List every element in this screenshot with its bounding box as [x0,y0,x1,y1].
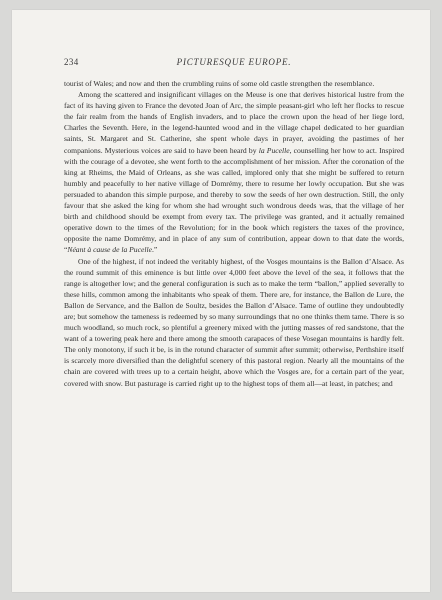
paragraph [64,78,404,89]
italic-text: la Pucelle [258,145,290,155]
text-run: One of the highest, if not indeed the veritably highest, of the Vosges mountains is the Ballon d’Alsace. As the round summit of this eminence is but little over 4,000 feet above the level of the sea, it follows that the range is altogether low; and the general configuration is such as to make the term “ballon,” applied severally to these hills, common among the inhabitants who speak of them. There are, for instance, the Ballon de Lure, the Ballon de Servance, and the Ballon de Soultz, besides the Ballon d’Alsace. Tame of outline they undoubtedly are; but somehow the tameness is redeemed by so many surroundings that no one thinks them tame. There is so much woodland, so much rock, so plentiful a greenery mixed with the jutting masses of red sandstone, that the want of a towering peak here and there among the smooth carapaces of these Vosegan mountains is hardly felt. The only monotony, if such it be, is in the rotund character of summit after summit; otherwise, Perthshire itself is scarcely more diversified than the delightful scenery of this pastoral region. Nearly all the mountains of the chain are covered with trees up to a certain height, above which the Vosges are, for a certain part of the year, covered with snow. But pasturage is carried right up to the highest tops of them all—at least, in patches; and [64,256,404,388]
text-run: tourist of Wales; and now and then the crumbling ruins of some old castle strengthen the resemblance. [64,79,375,88]
page-number: 234 [64,57,79,67]
text-run: Among the scattered and insignificant villages on the Meuse is one that derives historical lustre from the fact of its having given to France the devoted Joan of Arc, the simple peasant-girl who left her flocks to rescue the fair realm from the hands of English invaders, and to place the crown upon the head of her liege lord, Charles the Seventh. Here, in the legend-haunted wood and in the village chapel dedicated to her guardian saints, St. Margaret and St. Catherine, she spent whole days in prayer, avoiding the pastimes of her companions. Mysterious voices are said to have been heard by [64,90,404,155]
text-run: , counselling her how to act. Inspired with the courage of a devotee, she went forth to the accomplishment of her mission. After the coronation of the king at Rheims, the Maid of Orleans, as she was called, implored only that she might be suffered to return humbly and peacefully to her native village of Domrémy, there to resume her lowly occupation. But she was persuaded to abandon this simple purpose, and thereby to sow the seeds of her own destruction. Still, the only favour that she asked the king for whom she had wrought such wondrous deeds was, that the village of her birth and childhood should be exempt from every tax. The privilege was granted, and it actually remained operative down to the times of the Revolution; for in the book which registers the taxes of the province, opposite the name Domrémy, and in place of any sum of contribution, appear down to that date the words, “ [64,145,404,255]
paragraph [64,256,404,389]
body-text [64,78,404,389]
running-title: PICTURESQUE EUROPE. [176,57,292,67]
book-page [12,10,430,592]
page-header [64,57,404,69]
paragraph [64,89,404,255]
italic-text: Néant à cause de la Pucelle [67,245,152,255]
text-run: .” [151,245,158,255]
